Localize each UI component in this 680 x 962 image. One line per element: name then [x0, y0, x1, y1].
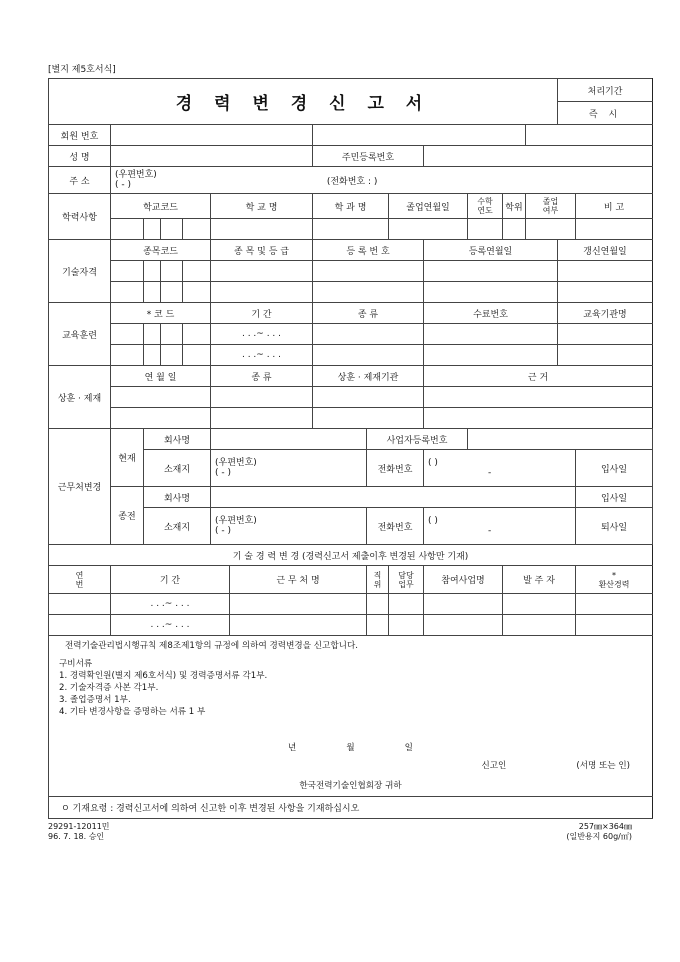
- tech-code-cell[interactable]: [144, 282, 161, 303]
- tech-reg-date-field[interactable]: [424, 282, 558, 303]
- tech-header-reg-date: 등록연월일: [424, 240, 558, 261]
- career-position-field[interactable]: [367, 594, 389, 615]
- career-header-period: 기 간: [111, 566, 230, 594]
- work-previous-company-field[interactable]: [211, 487, 576, 508]
- training-institution-field[interactable]: [558, 345, 653, 366]
- training-cert-no-field[interactable]: [424, 345, 558, 366]
- work-label: 근무처변경: [49, 429, 111, 545]
- work-current-postal: (우편번호): [215, 458, 257, 468]
- award-date-field[interactable]: [111, 387, 211, 408]
- tech-reg-no-field[interactable]: [313, 261, 424, 282]
- name-field[interactable]: [111, 146, 313, 167]
- signature-field[interactable]: (서명 또는 인): [576, 761, 631, 771]
- tech-reg-no-field[interactable]: [313, 282, 424, 303]
- member-no-field[interactable]: [111, 125, 313, 146]
- award-type-field[interactable]: [211, 387, 313, 408]
- career-header-no: 연 번: [49, 566, 111, 594]
- edu-header-major: 학 과 명: [313, 194, 389, 219]
- docs-item: 4. 기타 변경사항을 증명하는 서류 1 부: [59, 707, 206, 717]
- applicant-label: 신고인: [481, 761, 507, 771]
- career-client-field[interactable]: [503, 615, 576, 636]
- work-current-phone-paren: ( ): [428, 458, 438, 468]
- tech-header-grade: 종 목 및 등 급: [211, 240, 313, 261]
- work-current-location-label: 소재지: [144, 450, 211, 487]
- career-no-field[interactable]: [49, 594, 111, 615]
- career-header-position: 직 위: [367, 566, 389, 594]
- career-header-converted: * 환산경력: [576, 566, 653, 594]
- work-current-biz-no-label: 사업자등록번호: [367, 429, 468, 450]
- career-workplace-field[interactable]: [230, 615, 367, 636]
- award-header-agency: 상훈 · 제재기관: [313, 366, 424, 387]
- work-previous-location-field[interactable]: [211, 508, 367, 545]
- recipient: 한국전력기술인협회장 귀하: [299, 781, 402, 791]
- work-current-location-field[interactable]: [211, 450, 367, 487]
- training-code-cell[interactable]: [161, 324, 183, 345]
- award-header-date: 연 월 일: [111, 366, 211, 387]
- career-project-field[interactable]: [424, 615, 503, 636]
- tech-code-cell[interactable]: [144, 261, 161, 282]
- tech-code-cell[interactable]: [161, 282, 183, 303]
- title-cell: [49, 79, 558, 125]
- work-current-company-field[interactable]: [211, 429, 367, 450]
- work-previous-location-label: 소재지: [144, 508, 211, 545]
- edu-graduated-field[interactable]: [526, 219, 576, 240]
- career-header-duty: 담당 업무: [389, 566, 424, 594]
- edu-years-field[interactable]: [468, 219, 503, 240]
- work-current-biz-no-field[interactable]: [468, 429, 653, 450]
- address-postal-dash: ( - ): [115, 180, 131, 190]
- address-phone: (전화번호 : ): [326, 176, 378, 187]
- work-previous-phone-label: 전화번호: [367, 508, 424, 545]
- edu-header-grad-date: 졸업연월일: [389, 194, 468, 219]
- approval-code: 29291-12011민: [48, 822, 110, 831]
- career-client-field[interactable]: [503, 594, 576, 615]
- docs-item: 1. 경력확인원(별지 제6호서식) 및 경력증명서류 각1부.: [59, 671, 268, 681]
- tech-code-cell[interactable]: [111, 261, 144, 282]
- member-no-label: 회원 번호: [49, 125, 111, 146]
- work-previous-leave-label: 퇴사일: [576, 508, 653, 545]
- career-converted-field[interactable]: [576, 615, 653, 636]
- training-type-field[interactable]: [313, 345, 424, 366]
- approval-date: 96. 7. 18. 승인: [48, 832, 105, 841]
- paper-size: 257㎜×364㎜: [578, 822, 632, 831]
- address-field[interactable]: [111, 167, 653, 194]
- career-duty-field[interactable]: [389, 594, 424, 615]
- docs-item: 3. 졸업증명서 1부.: [59, 695, 131, 705]
- applicant-line: [59, 760, 642, 772]
- training-code-cell[interactable]: [183, 345, 211, 366]
- processing-label: 처리기간: [558, 79, 653, 102]
- tech-code-cell[interactable]: [161, 261, 183, 282]
- work-previous-postal: (우편번호): [215, 516, 257, 526]
- work-current-company-label: 회사명: [144, 429, 211, 450]
- training-code-cell[interactable]: [183, 324, 211, 345]
- tech-label: 기술자격: [49, 240, 111, 303]
- bottom-info: [48, 822, 632, 842]
- work-current-label: 현재: [111, 429, 144, 487]
- edu-code-cell[interactable]: [111, 219, 144, 240]
- tech-reg-date-field[interactable]: [424, 261, 558, 282]
- edu-grad-date-field[interactable]: [389, 219, 468, 240]
- edu-code-cell[interactable]: [144, 219, 161, 240]
- form-title: 경 력 변 경 신 고 서: [175, 94, 431, 114]
- award-type-field[interactable]: [211, 408, 313, 429]
- tech-renew-date-field[interactable]: [558, 261, 653, 282]
- career-heading: 기 술 경 력 변 경 (경력신고서 제출이후 변경된 사항만 기재): [49, 545, 653, 566]
- award-agency-field[interactable]: [313, 408, 424, 429]
- tech-header-code: 종목코드: [111, 240, 211, 261]
- resident-no-field[interactable]: [424, 146, 653, 167]
- work-current-join-label: 입사일: [576, 450, 653, 487]
- training-header-period: 기 간: [211, 303, 313, 324]
- career-project-field[interactable]: [424, 594, 503, 615]
- form-reference: [별지 제5호서식]: [48, 65, 116, 75]
- career-position-field[interactable]: [367, 615, 389, 636]
- date-year: 년: [288, 743, 297, 753]
- training-code-cell[interactable]: [111, 324, 144, 345]
- member-extra-field-2[interactable]: [526, 125, 653, 146]
- writing-note: ㅇ 기재요령 : 경력신고서에 의하여 신고한 이후 변경된 사항을 기재하십시오: [49, 797, 653, 819]
- training-period-field[interactable]: . . .~ . . .: [211, 345, 313, 366]
- training-code-cell[interactable]: [161, 345, 183, 366]
- award-basis-field[interactable]: [424, 408, 653, 429]
- edu-major-field[interactable]: [313, 219, 389, 240]
- edu-header-remarks: 비 고: [576, 194, 653, 219]
- career-header-client: 발 주 자: [503, 566, 576, 594]
- declaration-text: 전력기술관리법시행규칙 제8조제1항의 규정에 의하여 경력변경을 신고합니다.: [65, 641, 358, 651]
- edu-header-degree: 학위: [503, 194, 526, 219]
- work-current-phone-dash: -: [488, 468, 492, 478]
- tech-code-cell[interactable]: [183, 282, 211, 303]
- tech-grade-field[interactable]: [211, 282, 313, 303]
- edu-school-field[interactable]: [211, 219, 313, 240]
- award-date-field[interactable]: [111, 408, 211, 429]
- docs-title: 구비서류: [59, 659, 93, 669]
- docs-item: 2. 기술자격증 사본 각1부.: [59, 683, 159, 693]
- address-label: 주 소: [49, 167, 111, 194]
- award-label: 상훈 · 제재: [49, 366, 111, 429]
- tech-header-reg-no: 등 록 번 호: [313, 240, 424, 261]
- address-postal: (우편번호): [115, 170, 157, 180]
- edu-remarks-field[interactable]: [576, 219, 653, 240]
- edu-code-cell[interactable]: [161, 219, 183, 240]
- tech-code-cell[interactable]: [111, 282, 144, 303]
- work-current-postal-dash: ( - ): [215, 468, 231, 478]
- career-converted-field[interactable]: [576, 594, 653, 615]
- career-header-project: 참여사업명: [424, 566, 503, 594]
- edu-header-school-code: 학교코드: [111, 194, 211, 219]
- award-header-type: 종 류: [211, 366, 313, 387]
- career-period-field[interactable]: . . .~ . . .: [111, 615, 230, 636]
- training-header-code: * 코 드: [111, 303, 211, 324]
- training-type-field[interactable]: [313, 324, 424, 345]
- training-label: 교육훈련: [49, 303, 111, 366]
- work-previous-join-label: 입사일: [576, 487, 653, 508]
- declaration-block: [49, 636, 653, 797]
- career-header-workplace: 근 무 처 명: [230, 566, 367, 594]
- work-previous-label: 종전: [111, 487, 144, 545]
- award-agency-field[interactable]: [313, 387, 424, 408]
- training-header-institution: 교육기관명: [558, 303, 653, 324]
- tech-renew-date-field[interactable]: [558, 282, 653, 303]
- education-label: 학력사항: [49, 194, 111, 240]
- work-current-phone-field[interactable]: [424, 450, 576, 487]
- tech-code-cell[interactable]: [183, 261, 211, 282]
- work-previous-company-label: 회사명: [144, 487, 211, 508]
- training-period-field[interactable]: . . .~ . . .: [211, 324, 313, 345]
- edu-header-graduated: 졸업 여부: [526, 194, 576, 219]
- training-institution-field[interactable]: [558, 324, 653, 345]
- name-label: 성 명: [49, 146, 111, 167]
- work-previous-phone-field[interactable]: [424, 508, 576, 545]
- date-day: 일: [404, 743, 413, 753]
- processing-value: 즉 시: [558, 102, 653, 125]
- work-previous-phone-dash: -: [488, 526, 492, 536]
- tech-header-renew-date: 갱신연월일: [558, 240, 653, 261]
- report-form: [48, 78, 653, 819]
- training-code-cell[interactable]: [111, 345, 144, 366]
- edu-code-cell[interactable]: [183, 219, 211, 240]
- date-month: 월: [346, 743, 355, 753]
- training-code-cell[interactable]: [144, 345, 161, 366]
- career-workplace-field[interactable]: [230, 594, 367, 615]
- document: [48, 62, 632, 842]
- career-no-field[interactable]: [49, 615, 111, 636]
- career-period-field[interactable]: . . .~ . . .: [111, 594, 230, 615]
- training-header-cert-no: 수료번호: [424, 303, 558, 324]
- edu-degree-field[interactable]: [503, 219, 526, 240]
- award-basis-field[interactable]: [424, 387, 653, 408]
- training-cert-no-field[interactable]: [424, 324, 558, 345]
- paper-type: (일반용지 60g/㎡): [566, 832, 632, 841]
- tech-grade-field[interactable]: [211, 261, 313, 282]
- training-header-type: 종 류: [313, 303, 424, 324]
- member-extra-field[interactable]: [313, 125, 526, 146]
- work-previous-phone-paren: ( ): [428, 516, 438, 526]
- resident-no-label: 주민등록번호: [313, 146, 424, 167]
- edu-header-school-name: 학 교 명: [211, 194, 313, 219]
- edu-header-study-years: 수학 연도: [468, 194, 503, 219]
- award-header-basis: 근 거: [424, 366, 653, 387]
- training-code-cell[interactable]: [144, 324, 161, 345]
- work-current-phone-label: 전화번호: [367, 450, 424, 487]
- date-line: [59, 742, 642, 754]
- work-previous-postal-dash: ( - ): [215, 526, 231, 536]
- career-duty-field[interactable]: [389, 615, 424, 636]
